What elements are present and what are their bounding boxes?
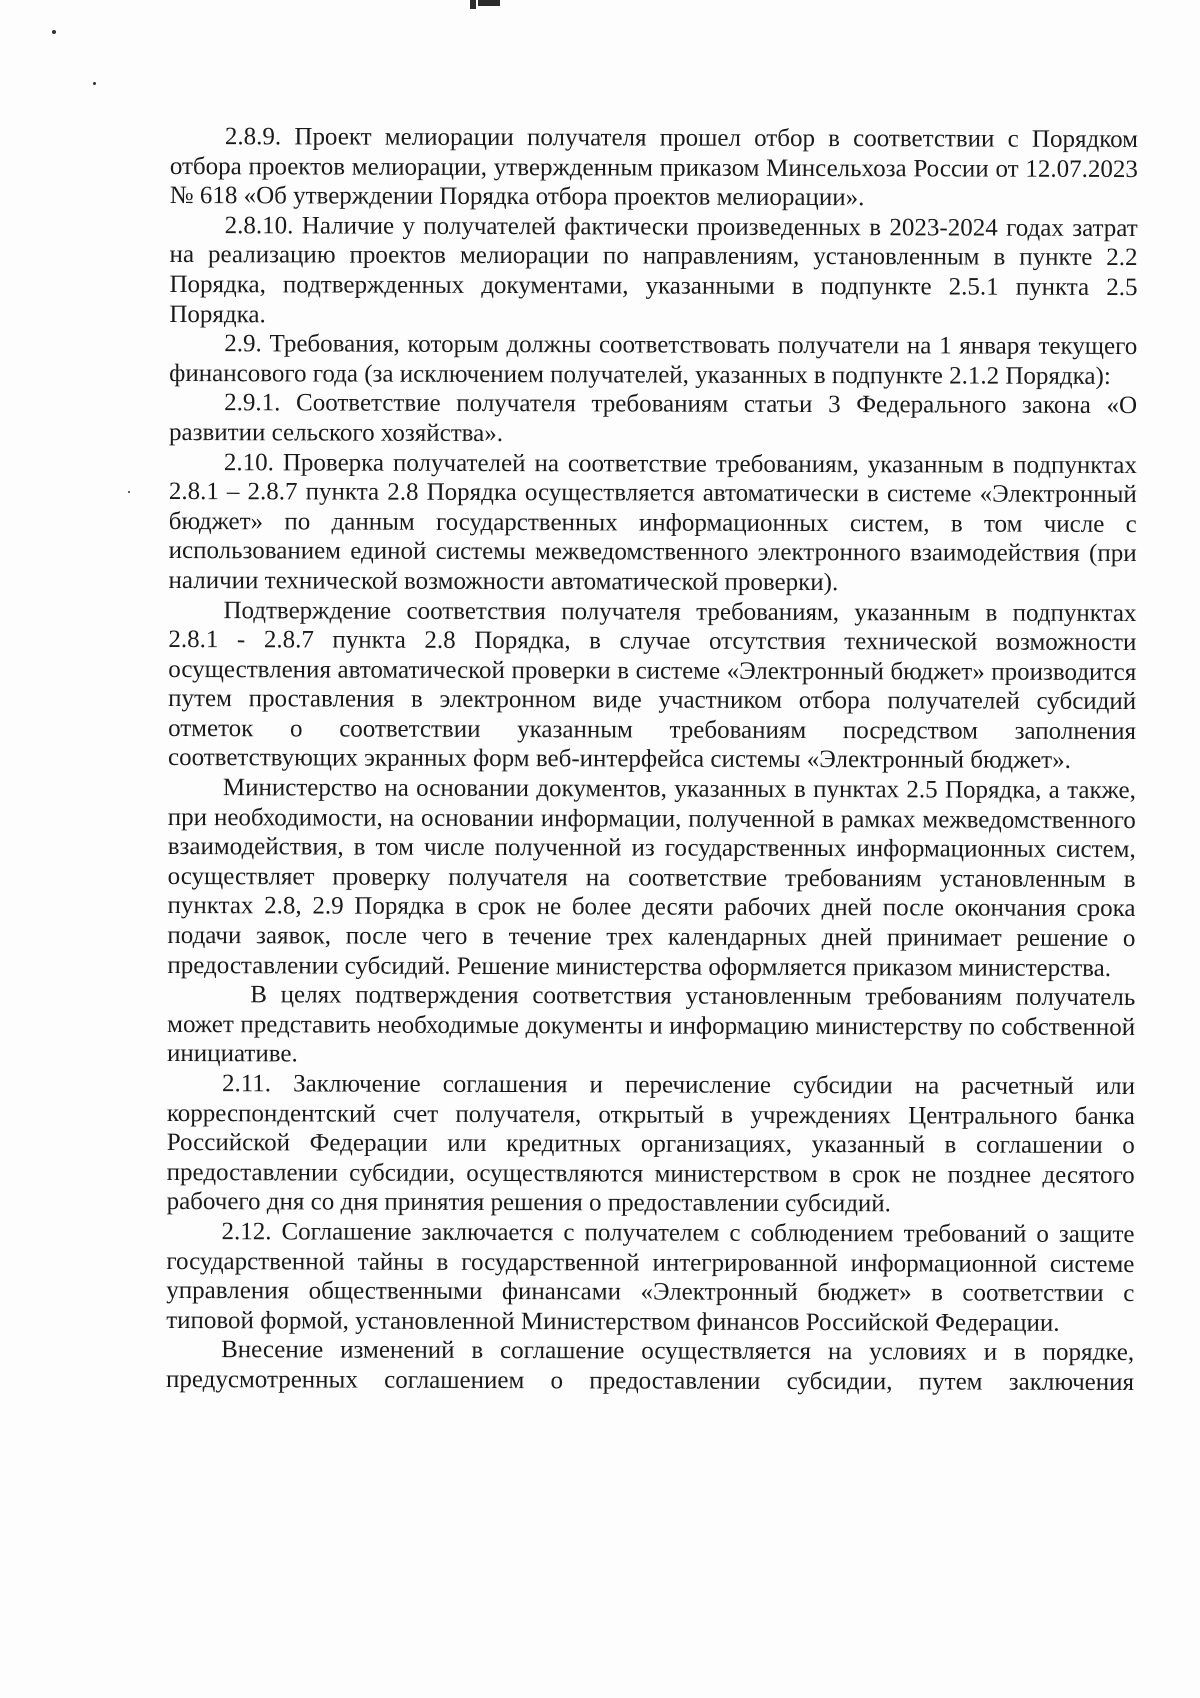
scan-speck bbox=[52, 30, 56, 34]
paragraph-2-12: 2.12. Соглашение заключается с получателем с соблюдением требований о защите государственной тайны в государственной интегрированной информационной системе управления общественными финансами «Электронный бюджет» в соответствии с типовой формой, установленной Министерством финансов Российской Федерации. bbox=[166, 1218, 1135, 1337]
scan-artifact bbox=[478, 0, 500, 6]
paragraph-own-initiative: В целях подтверждения соответствия установленным требованиям получатель может представить необходимые документы и информацию министерству по собственной инициативе. bbox=[167, 981, 1136, 1068]
paragraph-2-8-9: 2.8.9. Проект мелиорации получателя прошел отбор в соответствии с Порядком отбора проектов мелиорации, утвержденным приказом Минсельхоза России от 12.07.2023 № 618 «Об утверждении Порядка отбора проектов мелиорации». bbox=[169, 123, 1138, 212]
paragraph-2-10: 2.10. Проверка получателей на соответствие требованиям, указанным в подпунктах 2.8.1 – 2.8.7 пункта 2.8 Порядка осуществляется автоматически в системе «Электронный бюджет» по данным государственных информационных систем, в том числе с использованием единой системы межведомственного электронного взаимодействия (при наличии технической возможности автоматической проверки). bbox=[168, 448, 1137, 597]
document-body bbox=[166, 122, 1138, 1398]
scan-speck bbox=[93, 82, 96, 85]
scan-speck bbox=[128, 491, 130, 493]
paragraph-2-9-1: 2.9.1. Соответствие получателя требованиям статьи 3 Федерального закона «О развитии сельского хозяйства». bbox=[168, 389, 1138, 447]
paragraph-2-8-10: 2.8.10. Наличие у получателей фактически произведенных в 2023-2024 годах затрат на реализацию проектов мелиорации по направлениям, установленным в пункте 2.2 Порядка, подтвержденных документами, указанными в подпункте 2.5.1 пункта 2.5 Порядка. bbox=[169, 211, 1138, 328]
paragraph-2-11: 2.11. Заключение соглашения и перечисление субсидии на расчетный или корреспондентский счет получателя, открытый в учреждениях Центрального банка Российской Федерации или кредитных организациях, указанный в соглашении о предоставлении субсидии, осуществляются министерством в срок не позднее десятого рабочего дня со дня принятия решения о предоставлении субсидий. bbox=[166, 1070, 1136, 1218]
paragraph-amendments: Внесение изменений в соглашение осуществляется на условиях и в порядке, предусмотренных соглашением о предоставлении субсидии, путем заключения bbox=[166, 1336, 1135, 1396]
scan-artifact bbox=[470, 0, 476, 9]
paragraph-ministry-check: Министерство на основании документов, указанных в пунктах 2.5 Порядка, а также, при необходимости, на основании информации, полученной в рамках межведомственного взаимодействия, в том числе полученной из государственных информационных систем, осуществляет проверку получателя на соответствие требованиям установленным в пунктах 2.8, 2.9 Порядка в срок не более десяти рабочих дней после окончания срока подачи заявок, после чего в течение трех календарных дней принимает решение о предоставлении субсидий. Решение министерства оформляется приказом министерства. bbox=[167, 774, 1136, 982]
paragraph-confirmation: Подтверждение соответствия получателя требованиям, указанным в подпунктах 2.8.1 - 2.8.7 пункта 2.8 Порядка, в случае отсутствия технической возможности осуществления автоматической проверки в системе «Электронный бюджет» производится путем проставления в электронном виде участником отбора получателей субсидий отметок о соответствии указанным требованиям посредством заполнения соответствующих экранных форм веб-интерфейса системы «Электронный бюджет». bbox=[167, 596, 1137, 775]
paragraph-2-9: 2.9. Требования, которым должны соответствовать получатели на 1 января текущего финансового года (за исключением получателей, указанных в подпункте 2.1.2 Порядка): bbox=[169, 330, 1138, 390]
